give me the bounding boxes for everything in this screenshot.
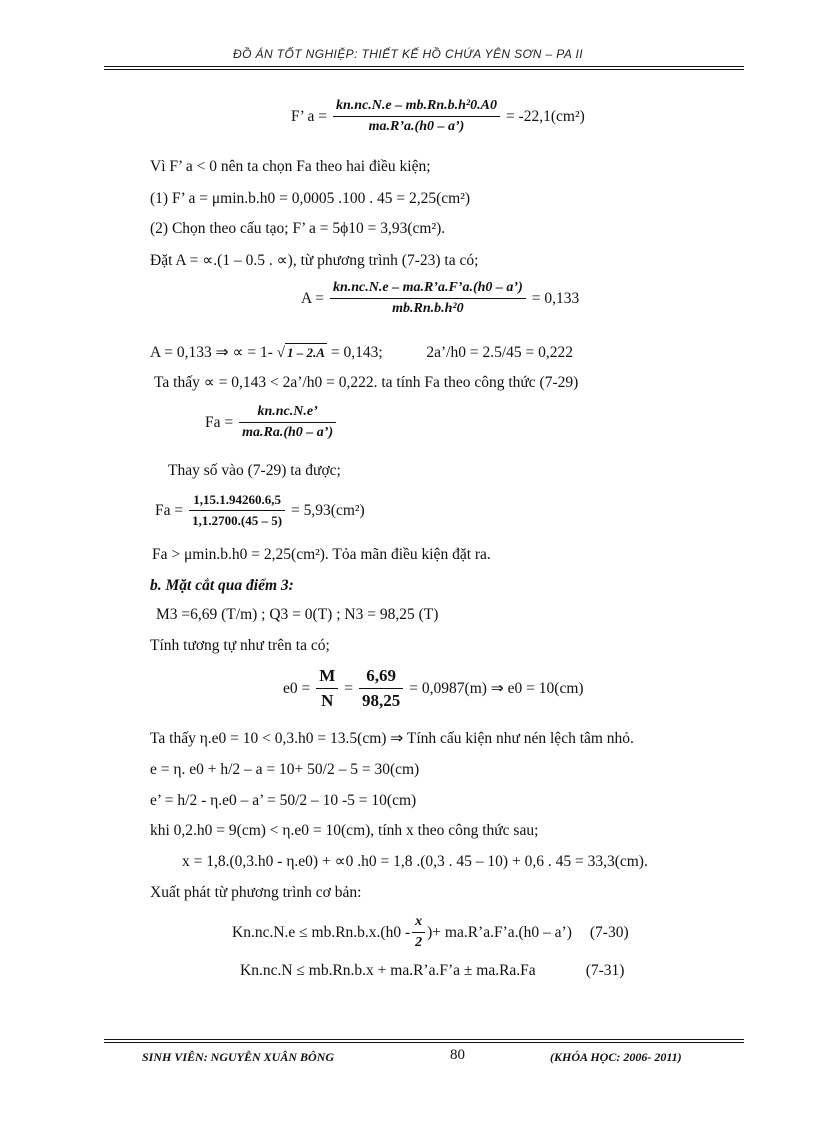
- eq-right: )+ ma.R’a.F’a.(h0 – a’): [427, 923, 572, 941]
- text-line: Tính tương tự như trên ta có;: [150, 637, 330, 654]
- sqrt-sign: √: [276, 345, 286, 361]
- fraction: [333, 98, 500, 135]
- text-line: M3 =6,69 (T/m) ; Q3 = 0(T) ; N3 = 98,25 (T): [156, 606, 439, 623]
- text-line: Xuất phát từ phương trình cơ bản:: [150, 884, 362, 901]
- text-line: Ta thấy ∝ = 0,143 < 2a’/h0 = 0,222. ta tính Fa theo công thức (7-29): [154, 374, 579, 391]
- equation-7-30: [232, 914, 632, 951]
- footer-rule: [104, 1039, 744, 1040]
- fraction: [239, 404, 336, 441]
- footer-rule-2: [104, 1042, 744, 1043]
- text-line: Đặt A = ∝.(1 – 0.5 . ∝), từ phương trình (7-23) ta có;: [150, 252, 479, 269]
- equation-e0: [280, 666, 587, 711]
- denominator: 2: [415, 935, 423, 950]
- numerator: kn.nc.N.e – mb.Rn.b.h²0.A0: [333, 98, 500, 117]
- eq-lhs: Fa =: [155, 501, 184, 519]
- equation-fa: [202, 404, 339, 441]
- denominator: N: [321, 691, 334, 710]
- eq-rhs: = 5,93(cm²): [291, 501, 365, 519]
- equation-number: (7-30): [589, 923, 629, 941]
- header-rule: [104, 66, 744, 67]
- fraction-mn: [316, 666, 338, 711]
- eq-rhs: = -22,1(cm²): [505, 107, 585, 125]
- footer-student: SINH VIÊN: NGUYỄN XUÂN BÔNG: [142, 1050, 335, 1064]
- fraction: [412, 914, 425, 951]
- eq-lhs: F’ a =: [291, 107, 328, 125]
- text-line: x = 1,8.(0,3.h0 - η.e0) + ∝0 .h0 = 1,8 .(0,3 . 45 – 10) + 0,6 . 45 = 33,3(cm).: [182, 853, 648, 870]
- equation-fa-numeric: [152, 492, 368, 529]
- numerator: kn.nc.N.e – ma.R’a.F’a.(h0 – a’): [330, 280, 526, 299]
- eq-rhs: = 0,0987(m) ⇒ e0 = 10(cm): [409, 680, 584, 697]
- text-line: (2) Chọn theo cấu tạo; F’ a = 5ϕ10 = 3,93(cm²).: [150, 220, 446, 237]
- eq-lhs: Fa =: [205, 413, 234, 431]
- eq-left: Kn.nc.N.e ≤ mb.Rn.b.x.(h0 -: [232, 923, 411, 941]
- eq-lhs: A =: [301, 289, 324, 307]
- eq-rhs: = 0,133: [531, 289, 580, 307]
- alpha-part1: A = 0,133 ⇒ ∝ = 1-: [150, 344, 273, 361]
- fraction: [189, 492, 285, 529]
- numerator: x: [412, 914, 425, 933]
- denominator: 1,1.2700.(45 – 5): [192, 513, 283, 528]
- eq-body: Kn.nc.N ≤ mb.Rn.b.x + ma.R’a.F’a ± ma.Ra.Fa: [240, 962, 536, 979]
- text-line: (1) F’ a = μmin.b.h0 = 0,0005 .100 . 45 = 2,25(cm²): [150, 190, 471, 207]
- eq-lhs: e0 =: [283, 679, 311, 697]
- denominator: ma.Ra.(h0 – a’): [242, 425, 334, 440]
- header-rule-2: [104, 69, 744, 70]
- denominator: ma.R’a.(h0 – a’): [368, 119, 465, 134]
- text-line: e’ = h/2 - η.e0 – a’ = 50/2 – 10 -5 = 10(cm): [150, 792, 417, 809]
- alpha-line: [150, 343, 573, 362]
- numerator: 6,69: [359, 666, 403, 689]
- footer-course: (KHÓA HỌC: 2006- 2011): [550, 1050, 682, 1064]
- equation-number: (7-31): [585, 962, 625, 979]
- numerator: 1,15.1.94260.6,5: [189, 492, 285, 511]
- page-number: 80: [450, 1047, 465, 1063]
- fraction-values: [359, 666, 403, 711]
- denominator: mb.Rn.b.h²0: [392, 301, 464, 316]
- fraction: [330, 280, 526, 317]
- equation-a: [298, 280, 582, 317]
- equation-7-31: [240, 962, 627, 980]
- text-line: Ta thấy η.e0 = 10 < 0,3.h0 = 13.5(cm) ⇒ Tính cấu kiện như nén lệch tâm nhỏ.: [150, 730, 634, 747]
- denominator: 98,25: [362, 691, 401, 710]
- equation-fa-prime: [288, 98, 588, 135]
- text-line: Vì F’ a < 0 nên ta chọn Fa theo hai điều kiện;: [150, 158, 431, 175]
- page-header: ĐỒ ÁN TỐT NGHIỆP: THIẾT KẾ HỒ CHỨA YÊN SƠN – PA II: [233, 47, 583, 61]
- text-line: khi 0,2.h0 = 9(cm) < η.e0 = 10(cm), tính x theo công thức sau;: [150, 822, 539, 839]
- text-line: Thay số vào (7-29) ta được;: [168, 462, 341, 479]
- text-line: Fa > μmin.b.h0 = 2,25(cm²). Tỏa mãn điều kiện đặt ra.: [152, 546, 491, 563]
- section-heading: b. Mặt cắt qua điểm 3:: [150, 577, 294, 594]
- equals-sign: =: [344, 679, 354, 697]
- numerator: M: [316, 666, 338, 689]
- sqrt-content: 1 – 2.A: [287, 345, 325, 360]
- numerator: kn.nc.N.e’: [239, 404, 336, 423]
- alpha-part2: = 0,143;: [330, 344, 383, 361]
- alpha-part3: 2a’/h0 = 2.5/45 = 0,222: [426, 344, 574, 361]
- text-line: e = η. e0 + h/2 – a = 10+ 50/2 – 5 = 30(cm): [150, 761, 420, 778]
